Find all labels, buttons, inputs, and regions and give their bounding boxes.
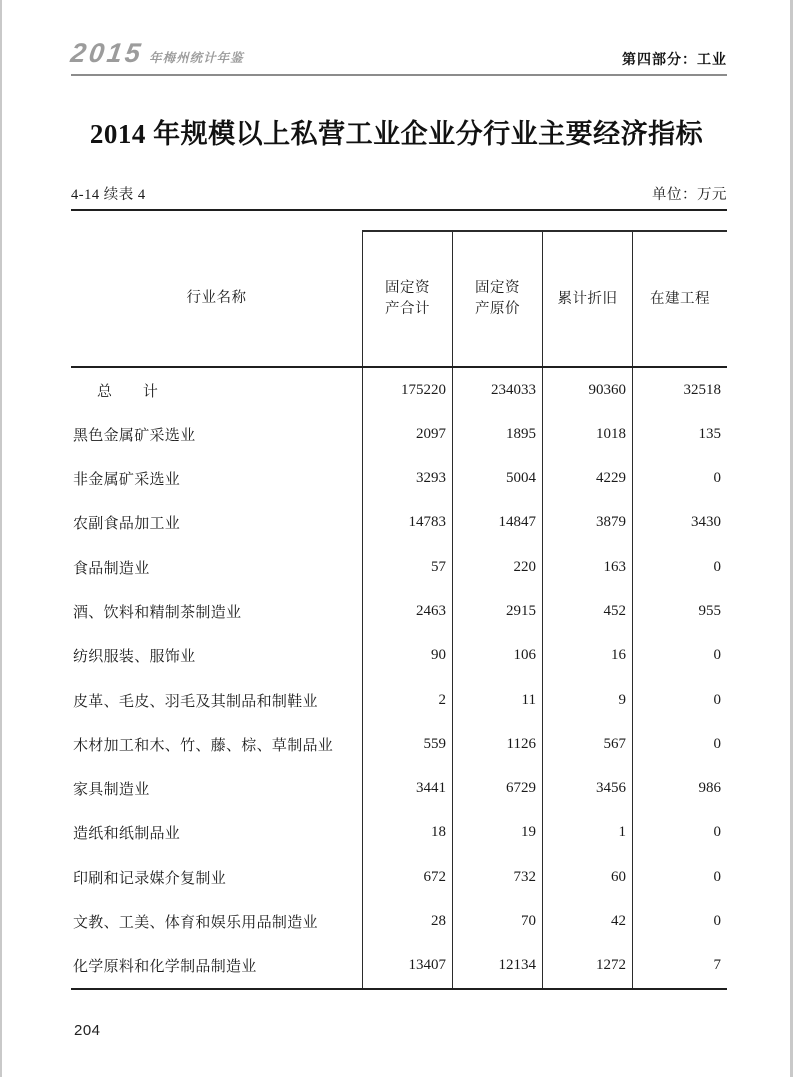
value-cell: 3879 (542, 501, 632, 545)
table-row (71, 811, 727, 855)
value-cell: 1 (542, 811, 632, 855)
industry-name-cell: 酒、饮料和精制茶制造业 (73, 605, 242, 622)
value-cell: 0 (632, 634, 727, 678)
value-cell: 12134 (452, 944, 542, 988)
value-cell: 16 (542, 634, 632, 678)
value-cell: 14847 (452, 501, 542, 545)
value-cell: 135 (632, 412, 727, 456)
value-cell: 567 (542, 722, 632, 766)
industry-name-cell: 印刷和记录媒介复制业 (73, 870, 227, 887)
value-cell: 4229 (542, 457, 632, 501)
statistics-table (71, 230, 727, 990)
page-number: 204 (74, 1022, 101, 1039)
industry-name-cell: 家具制造业 (73, 782, 150, 799)
value-cell: 7 (632, 944, 727, 988)
value-cell: 90 (362, 634, 452, 678)
value-cell: 2915 (452, 589, 542, 633)
table-row (71, 767, 727, 811)
value-cell: 106 (452, 634, 542, 678)
industry-name-cell: 文教、工美、体育和娱乐用品制造业 (73, 915, 318, 932)
unit-label: 单位：万元 (652, 187, 727, 203)
column-header-label: 产原价 (475, 301, 520, 317)
value-cell: 28 (362, 899, 452, 943)
value-cell: 175220 (362, 368, 452, 412)
value-cell: 13407 (362, 944, 452, 988)
table-body (71, 368, 727, 990)
value-cell: 2 (362, 678, 452, 722)
column-header-label: 产合计 (385, 301, 430, 317)
table-row (71, 944, 727, 988)
page-title: 2014 年规模以上私营工业企业分行业主要经济指标 (89, 119, 704, 149)
value-cell: 3293 (362, 457, 452, 501)
industry-name-cell: 造纸和纸制品业 (73, 826, 181, 843)
table-subhead (71, 183, 727, 211)
value-cell: 42 (542, 899, 632, 943)
column-header-label: 行业名称 (186, 289, 247, 306)
value-cell: 1272 (542, 944, 632, 988)
value-cell: 234033 (452, 368, 542, 412)
column-header-fixed-assets-total (362, 230, 452, 366)
value-cell: 732 (452, 855, 542, 899)
industry-name-cell: 黑色金属矿采选业 (73, 427, 196, 444)
table-number-label: 4-14 续表 4 (71, 187, 146, 203)
value-cell: 0 (632, 545, 727, 589)
table-header-row (71, 230, 727, 368)
value-cell: 559 (362, 722, 452, 766)
table-row (71, 855, 727, 899)
column-header-label: 在建工程 (650, 290, 710, 307)
value-cell: 32518 (632, 368, 727, 412)
industry-name-cell: 非金属矿采选业 (73, 472, 181, 489)
section-label: 第四部分：工业 (622, 51, 727, 67)
yearbook-logo (68, 38, 244, 68)
table-row (71, 899, 727, 943)
value-cell: 3441 (362, 767, 452, 811)
column-header-industry (71, 230, 362, 366)
value-cell: 0 (632, 722, 727, 766)
table-row (71, 678, 727, 722)
value-cell: 18 (362, 811, 452, 855)
value-cell: 672 (362, 855, 452, 899)
value-cell: 2463 (362, 589, 452, 633)
value-cell: 70 (452, 899, 542, 943)
industry-name-cell: 总 计 (97, 383, 159, 400)
value-cell: 9 (542, 678, 632, 722)
value-cell: 19 (452, 811, 542, 855)
column-header-depreciation (542, 230, 632, 366)
table-row (71, 412, 727, 456)
industry-name-cell: 皮革、毛皮、羽毛及其制品和制鞋业 (73, 693, 318, 710)
value-cell: 986 (632, 767, 727, 811)
value-cell: 0 (632, 899, 727, 943)
industry-name-cell: 纺织服装、服饰业 (73, 649, 196, 666)
value-cell: 220 (452, 545, 542, 589)
value-cell: 3430 (632, 501, 727, 545)
value-cell: 57 (362, 545, 452, 589)
value-cell: 0 (632, 678, 727, 722)
table-row (71, 634, 727, 678)
column-header-fixed-assets-original (452, 230, 542, 366)
value-cell: 1126 (452, 722, 542, 766)
industry-name-cell: 化学原料和化学制品制造业 (73, 959, 257, 976)
table-row (71, 368, 727, 412)
table-row (71, 545, 727, 589)
value-cell: 955 (632, 589, 727, 633)
table-row (71, 722, 727, 766)
industry-name-cell: 木材加工和木、竹、藤、棕、草制品业 (73, 737, 334, 754)
column-header-label: 固定资 (475, 280, 520, 296)
value-cell: 2097 (362, 412, 452, 456)
industry-name-cell: 食品制造业 (73, 560, 150, 577)
table-row (71, 589, 727, 633)
value-cell: 0 (632, 855, 727, 899)
table-row (71, 457, 727, 501)
value-cell: 14783 (362, 501, 452, 545)
column-header-construction (632, 230, 727, 366)
logo-year: 2015 (68, 38, 146, 68)
page-left-edge (0, 0, 2, 1077)
value-cell: 0 (632, 457, 727, 501)
value-cell: 0 (632, 811, 727, 855)
value-cell: 163 (542, 545, 632, 589)
value-cell: 1018 (542, 412, 632, 456)
value-cell: 5004 (452, 457, 542, 501)
value-cell: 90360 (542, 368, 632, 412)
industry-name-cell: 农副食品加工业 (73, 516, 181, 533)
column-header-label: 固定资 (385, 280, 430, 296)
value-cell: 6729 (452, 767, 542, 811)
column-header-label: 累计折旧 (557, 290, 618, 307)
table-row (71, 501, 727, 545)
value-cell: 452 (542, 589, 632, 633)
running-head (68, 38, 727, 76)
value-cell: 60 (542, 855, 632, 899)
value-cell: 3456 (542, 767, 632, 811)
logo-title: 年梅州统计年鉴 (149, 51, 244, 65)
value-cell: 1895 (452, 412, 542, 456)
value-cell: 11 (452, 678, 542, 722)
